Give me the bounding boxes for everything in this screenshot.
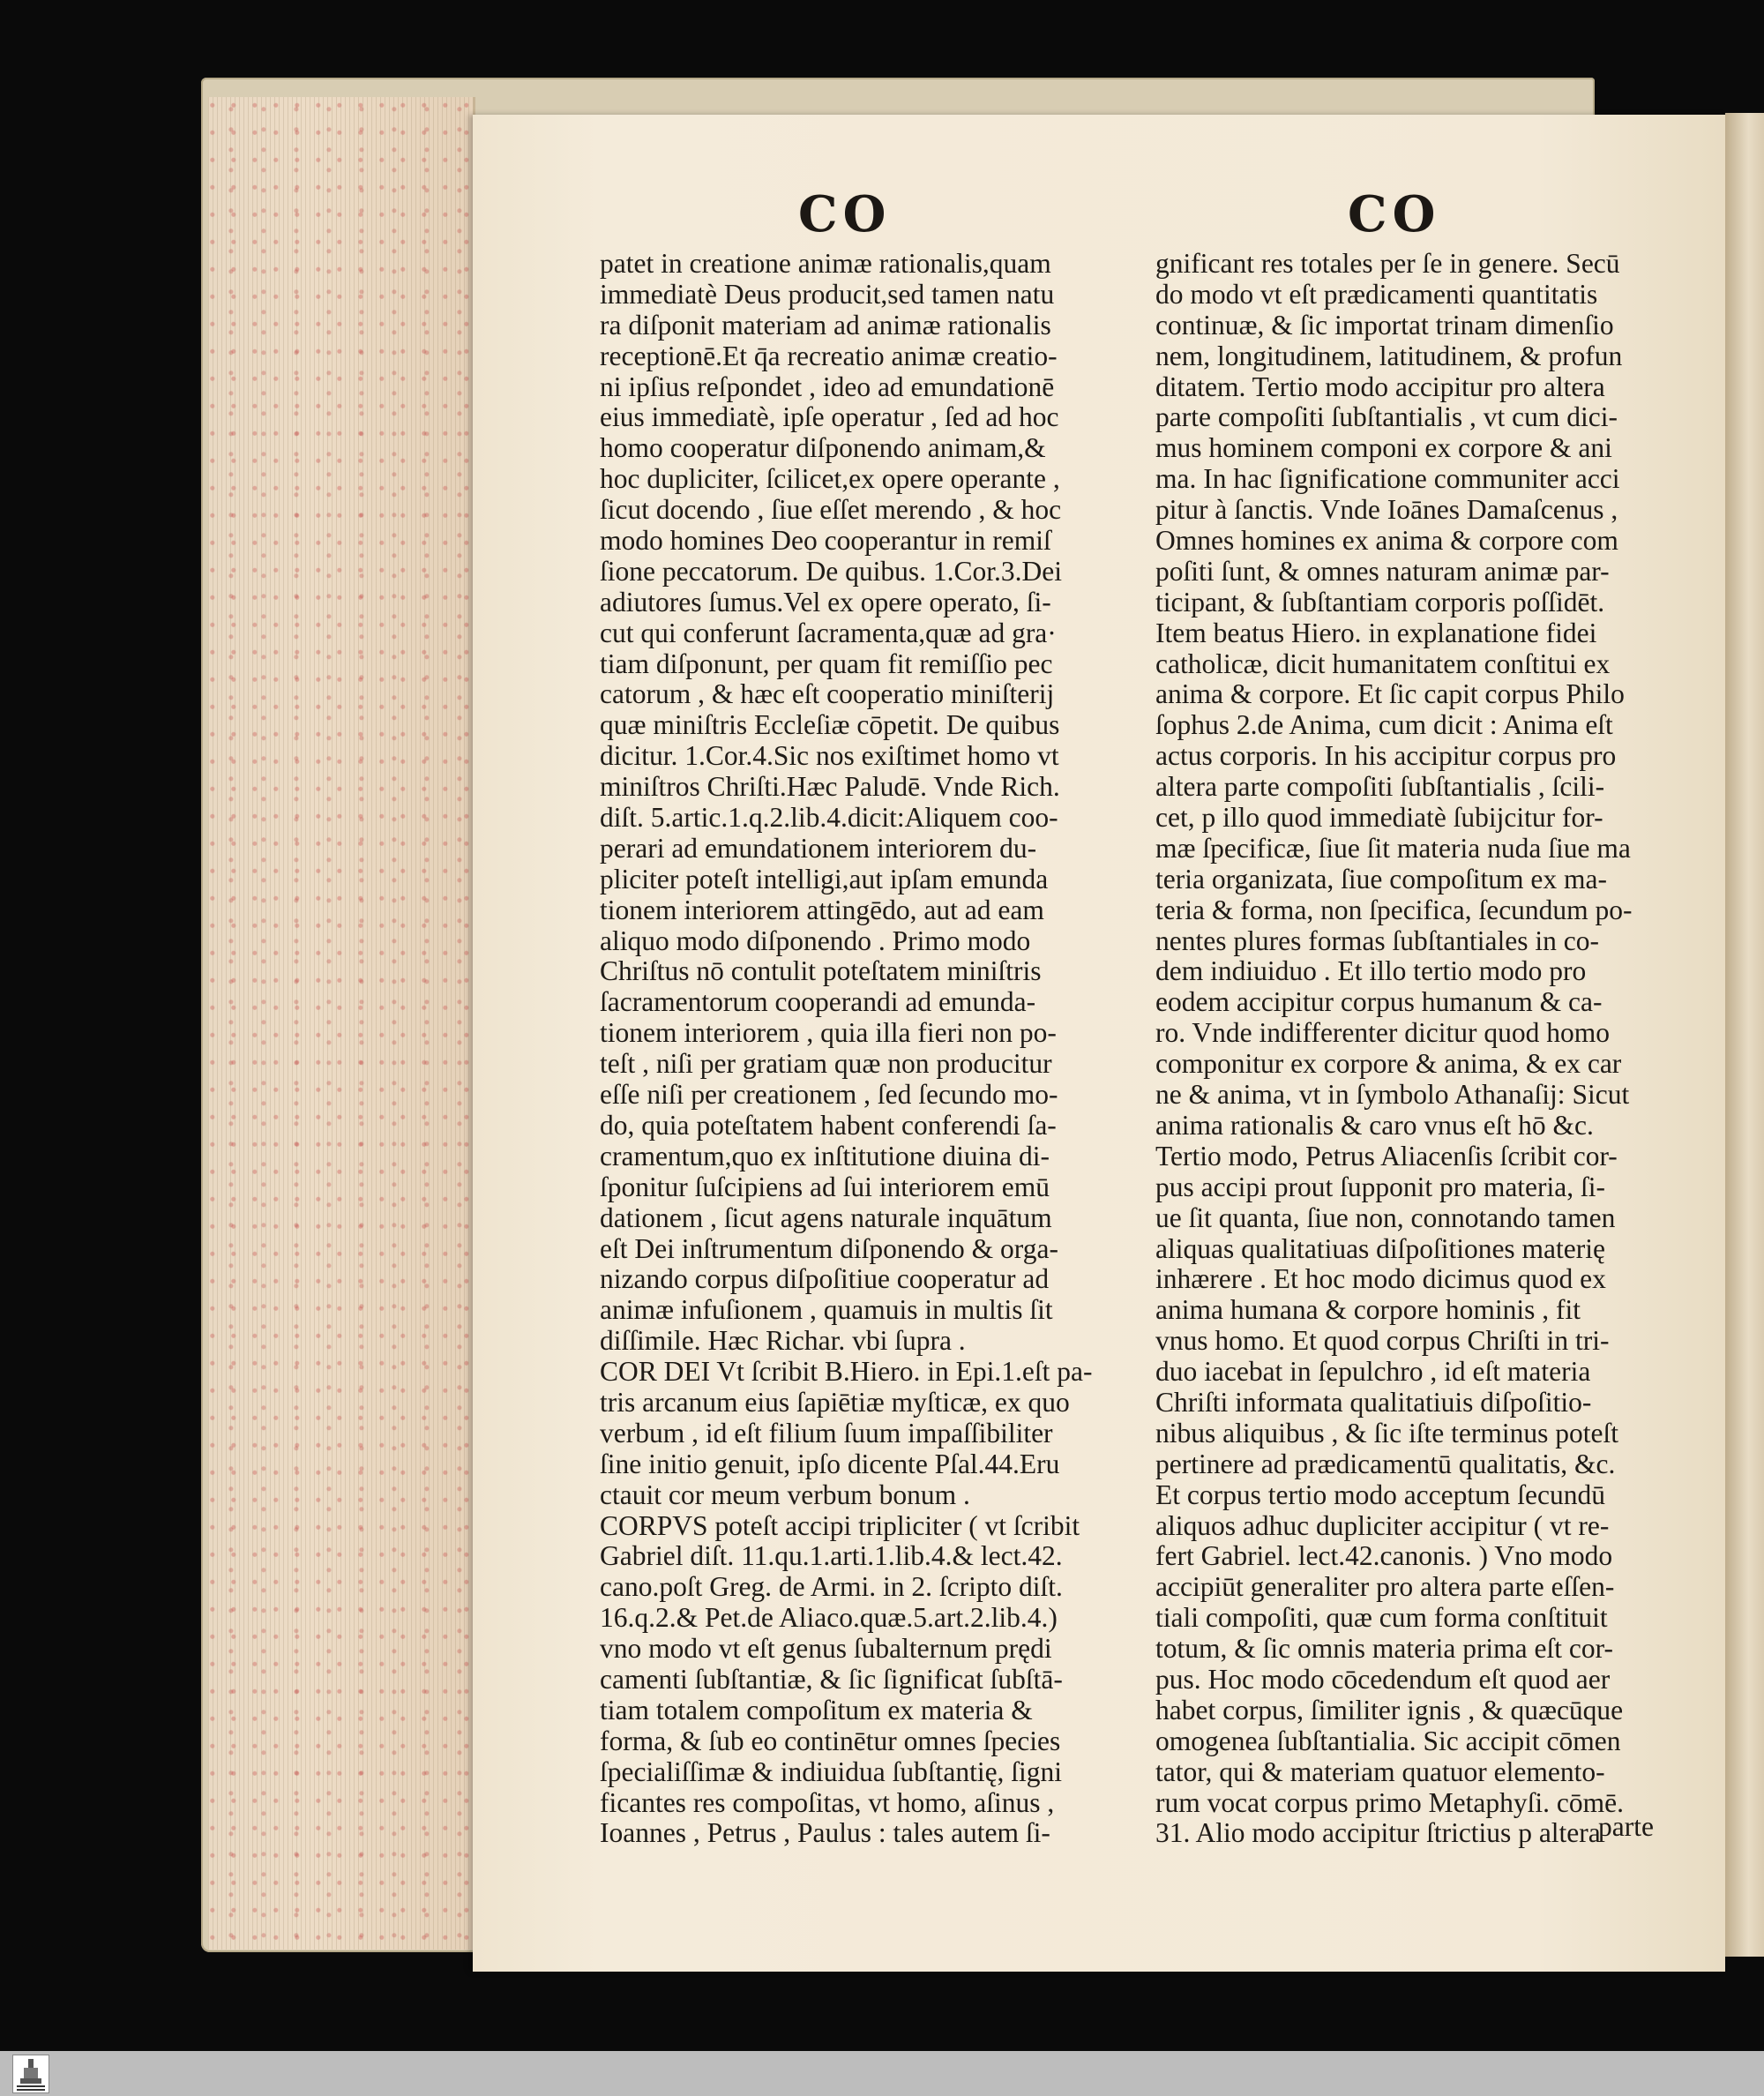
text-line: Item beatus Hiero. in explanatione fidei <box>1155 617 1597 648</box>
text-line: diſſimile. Hæc Richar. vbi ſupra . <box>600 1325 966 1357</box>
text-line: parte compoſiti ſubſtantialis , vt cum dici- <box>1155 401 1618 433</box>
library-logo-icon <box>12 2055 49 2093</box>
text-line: ctauit cor meum verbum bonum . <box>600 1478 970 1510</box>
text-line: teria organizata, ſiue compoſitum ex ma- <box>1155 863 1607 895</box>
text-line: ne & anima, vt in ſymbolo Athanaſij: Sicut <box>1155 1079 1630 1111</box>
text-line: miniſtros Chriſti.Hæc Paludē. Vnde Rich. <box>600 771 1060 803</box>
text-line: do, quia poteſtatem habent conferendi ſa- <box>600 1109 1057 1141</box>
text-line: dicitur. 1.Cor.4.Sic nos exiſtimet homo vt <box>600 740 1059 772</box>
text-line: 31. Alio modo accipitur ſtrictius p altera <box>1155 1817 1601 1849</box>
text-line: Ioannes , Petrus , Paulus : tales autem ſi- <box>600 1817 1050 1849</box>
text-line: animæ infuſionem , quamuis in multis ſit <box>600 1294 1053 1326</box>
text-line: aliquos adhuc dupliciter accipitur ( vt re- <box>1155 1509 1610 1541</box>
text-line: teſt , niſi per gratiam quæ non producitur <box>600 1048 1052 1080</box>
text-line: accipiūt generaliter pro altera parte eſſen- <box>1155 1571 1615 1603</box>
text-line: ſione peccatorum. De quibus. 1.Cor.3.Dei <box>600 555 1063 587</box>
text-line: modo homines Deo cooperantur in remiſ <box>600 525 1051 557</box>
text-line: poſiti ſunt, & omnes naturam animæ par- <box>1155 555 1610 587</box>
text-line: fert Gabriel. lect.42.canonis. ) Vno modo <box>1155 1540 1613 1572</box>
running-head-right: CO <box>1348 185 1441 243</box>
text-line: aliquas qualitatiuas diſpoſitiones materię <box>1155 1232 1605 1264</box>
text-line: ma. In hac ſignificatione communiter acci <box>1155 463 1620 495</box>
text-line: Chriſtus nō contulit poteſtatem miniſtris <box>600 955 1042 987</box>
text-line: catholicæ, dicit humanitatem conſtitui ex <box>1155 648 1611 679</box>
text-line: tiali compoſiti, quæ cum forma conſtituit <box>1155 1602 1608 1634</box>
text-line: COR DEI Vt ſcribit B.Hiero. in Epi.1.eſt pa- <box>600 1356 1093 1388</box>
text-line: tionem interiorem attingēdo, aut ad eam <box>600 894 1044 925</box>
text-line: ſacramentorum cooperandi ad emunda- <box>600 986 1036 1018</box>
text-line: CORPVS poteſt accipi tripliciter ( vt ſcribit <box>600 1509 1080 1541</box>
text-line: patet in creatione animæ rationalis,quam <box>600 248 1051 279</box>
text-line: omogenea ſubſtantialia. Sic accipit cōmen <box>1155 1725 1621 1756</box>
text-line: tiam totalem compoſitum ex materia & <box>600 1694 1033 1725</box>
text-line: nizando corpus diſpoſitiue cooperatur ad <box>600 1263 1050 1295</box>
text-column-right <box>1155 249 1685 1849</box>
text-line: cet, p illo quod immediatè ſubijcitur for- <box>1155 802 1603 834</box>
page-edges <box>208 97 475 1950</box>
text-line: ro. Vnde indifferenter dicitur quod homo <box>1155 1017 1610 1049</box>
text-line: adiutores ſumus.Vel ex opere operato, ſi- <box>600 586 1051 618</box>
text-line: duo iacebat in ſepulchro , id eſt materia <box>1155 1356 1591 1388</box>
text-line: anima rationalis & caro vnus eſt hō &c. <box>1155 1109 1594 1141</box>
text-line: eſt Dei inſtrumentum diſponendo & orga- <box>600 1232 1058 1264</box>
text-line: verbum , id eſt filium ſuum impaſſibiliter <box>600 1417 1053 1448</box>
text-line: homo cooperatur diſponendo animam,& <box>600 432 1046 464</box>
catchword: parte <box>1598 1811 1654 1842</box>
text-line: teria & forma, non ſpecifica, ſecundum po- <box>1155 894 1633 925</box>
text-line: aliquo modo diſponendo . Primo modo <box>600 924 1031 956</box>
text-line: pus accipi prout ſupponit pro materia, ſi- <box>1155 1171 1605 1202</box>
text-line: anima & corpore. Et ſic capit corpus Philo <box>1155 678 1625 710</box>
text-line: pliciter poteſt intelligi,aut ipſam emunda <box>600 863 1049 895</box>
text-line: cramentum,quo ex inſtitutione diuina di- <box>600 1140 1050 1172</box>
text-line: ni ipſius reſpondet , ideo ad emundationē <box>600 371 1055 402</box>
running-head-left: CO <box>798 185 892 243</box>
text-line: perari ad emundationem interiorem du- <box>600 832 1037 864</box>
text-line: Et corpus tertio modo acceptum ſecundū <box>1155 1478 1605 1510</box>
text-line: tator, qui & materiam quatuor elemento- <box>1155 1755 1605 1787</box>
text-line: ſine initio genuit, ipſo dicente Pſal.44.Eru <box>600 1448 1060 1479</box>
text-column-left <box>600 249 1129 1849</box>
text-line: eius immediatè, ipſe operatur , ſed ad hoc <box>600 401 1059 433</box>
text-line: quæ miniſtris Eccleſiæ cōpetit. De quibus <box>600 709 1060 741</box>
text-line: mæ ſpecificæ, ſiue ſit materia nuda ſiue ma <box>1155 832 1631 864</box>
text-line: 16.q.2.& Pet.de Aliaco.quæ.5.art.2.lib.4.) <box>600 1602 1058 1634</box>
text-line: actus corporis. In his accipitur corpus pro <box>1155 740 1617 772</box>
text-line: anima humana & corpore hominis , fit <box>1155 1294 1581 1326</box>
text-line: tionem interiorem , quia illa fieri non po- <box>600 1017 1057 1049</box>
text-line: altera parte compoſiti ſubſtantialis , ſcili- <box>1155 771 1605 803</box>
text-line: catorum , & hæc eſt cooperatio miniſterij <box>600 678 1055 710</box>
text-line: eſſe niſi per creationem , ſed ſecundo mo- <box>600 1079 1058 1111</box>
text-line: vno modo vt eſt genus ſubalternum prędi <box>600 1633 1052 1665</box>
text-line: habet corpus, ſimiliter ignis , & quæcūque <box>1155 1694 1624 1725</box>
text-line: ſponitur ſuſcipiens ad ſui interiorem emū <box>600 1171 1050 1202</box>
text-line: eodem accipitur corpus humanum & ca- <box>1155 986 1603 1018</box>
text-line: ſpecialiſſimæ & indiuidua ſubſtantię, ſigni <box>600 1755 1063 1787</box>
text-line: pus. Hoc modo cōcedendum eſt quod aer <box>1155 1663 1611 1695</box>
text-line: do modo vt eſt prædicamenti quantitatis <box>1155 278 1598 310</box>
text-line: hoc dupliciter, ſcilicet,ex opere operante , <box>600 463 1060 495</box>
text-line: ra diſponit materiam ad animæ rationalis <box>600 309 1051 341</box>
text-line: mus hominem componi ex corpore & ani <box>1155 432 1612 464</box>
text-line: camenti ſubſtantiæ, & ſic ſignificat ſubſtā- <box>600 1663 1063 1695</box>
text-line: rum vocat corpus primo Metaphyſi. cōmē. <box>1155 1786 1624 1818</box>
text-line: gnificant res totales per ſe in genere. Secū <box>1155 248 1620 279</box>
text-line: Omnes homines ex anima & corpore com <box>1155 525 1618 557</box>
text-line: dationem , ſicut agens naturale inquātum <box>600 1201 1052 1233</box>
text-line: cano.poſt Greg. de Armi. in 2. ſcripto diſt. <box>600 1571 1063 1603</box>
text-line: dem indiuiduo . Et illo tertio modo pro <box>1155 955 1587 987</box>
text-line: totum, & ſic omnis materia prima eſt cor- <box>1155 1633 1613 1665</box>
text-line: ſophus 2.de Anima, cum dicit : Anima eſt <box>1155 709 1613 741</box>
text-line: receptionē.Et q̄a recreatio animæ creatio- <box>600 340 1058 371</box>
text-line: immediatè Deus producit,sed tamen natu <box>600 278 1055 310</box>
text-line: vnus homo. Et quod corpus Chriſti in tri- <box>1155 1325 1610 1357</box>
text-line: Gabriel diſt. 11.qu.1.arti.1.lib.4.& lect.42. <box>600 1540 1063 1572</box>
text-line: tris arcanum eius ſapiētiæ myſticæ, ex quo <box>600 1386 1070 1418</box>
text-line: diſt. 5.artic.1.q.2.lib.4.dicit:Aliquem coo- <box>600 802 1058 834</box>
text-line: nentes plures formas ſubſtantiales in co- <box>1155 924 1599 956</box>
text-line: Tertio modo, Petrus Aliacenſis ſcribit cor- <box>1155 1140 1618 1172</box>
text-line: nem, longitudinem, latitudinem, & profun <box>1155 340 1623 371</box>
text-line: forma, & ſub eo continētur omnes ſpecies <box>600 1725 1061 1756</box>
text-line: inhærere . Et hoc modo dicimus quod ex <box>1155 1263 1606 1295</box>
viewer-footer-bar <box>0 2051 1764 2096</box>
text-line: tiam diſponunt, per quam fit remiſſio pec <box>600 648 1053 679</box>
next-page-edge <box>1725 113 1764 1957</box>
text-line: ticipant, & ſubſtantiam corporis poſſidēt. <box>1155 586 1605 618</box>
text-line: Chriſti informata qualitatiuis diſpoſitio- <box>1155 1386 1592 1418</box>
text-line: ficantes res compoſitas, vt homo, aſinus , <box>600 1786 1055 1818</box>
text-line: nibus aliquibus , & ſic iſte terminus poteſt <box>1155 1417 1618 1448</box>
text-line: pertinere ad prædicamentū qualitatis, &c. <box>1155 1448 1616 1479</box>
text-line: cut qui conferunt ſacramenta,quæ ad gra· <box>600 617 1057 648</box>
text-line: ue ſit quanta, ſiue non, connotando tamen <box>1155 1201 1616 1233</box>
text-line: continuæ, & ſic importat trinam dimenſio <box>1155 309 1614 341</box>
text-line: pitur à ſanctis. Vnde Ioānes Damaſcenus , <box>1155 494 1618 526</box>
text-line: componitur ex corpore & anima, & ex car <box>1155 1048 1622 1080</box>
text-line: ſicut docendo , ſiue eſſet merendo , & hoc <box>600 494 1062 526</box>
text-line: ditatem. Tertio modo accipitur pro altera <box>1155 371 1605 402</box>
